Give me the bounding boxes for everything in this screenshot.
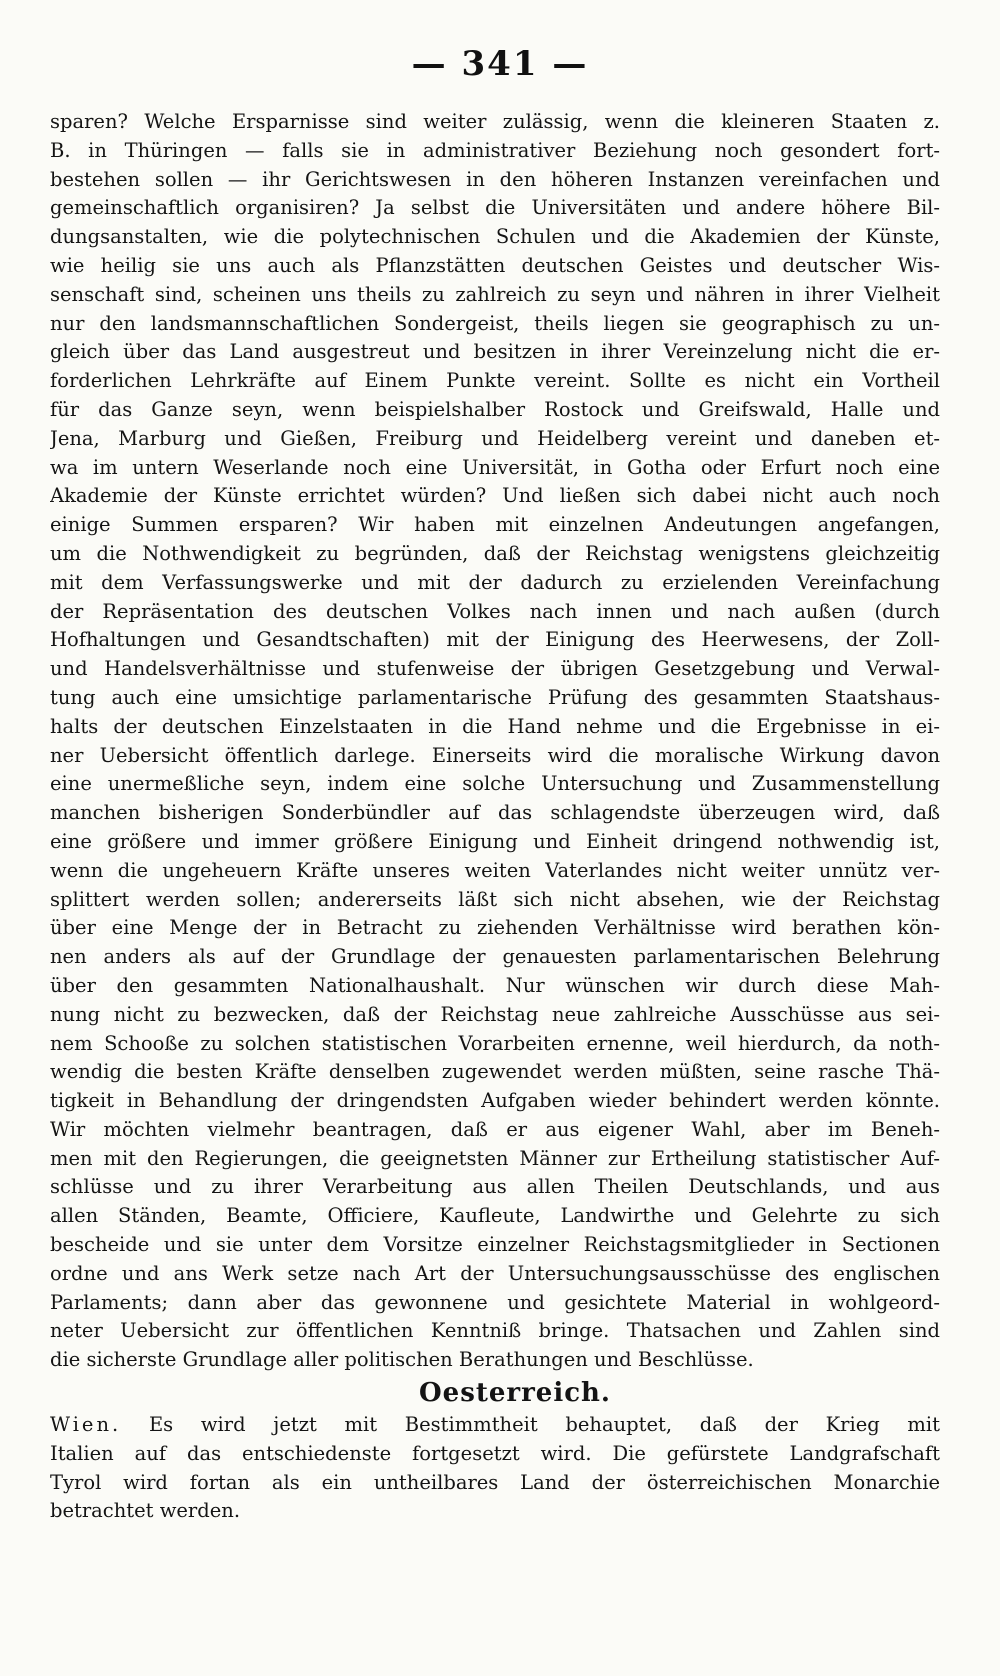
text-line: Jena, Marburg und Gießen, Freiburg und Heidelberg vereint und daneben et- — [50, 426, 940, 450]
text-line: bestehen sollen — ihr Gerichtswesen in den höheren Instanzen vereinfachen und — [50, 167, 940, 191]
text-line: forderlichen Lehrkräfte auf Einem Punkte vereint. Sollte es nicht ein Vortheil — [50, 369, 940, 393]
text-line: Akademie der Künste errichtet würden? Und ließen sich dabei nicht auch noch — [50, 484, 940, 508]
text-line: wie heilig sie uns auch als Pflanzstätten deutschen Geistes und deutscher Wis- — [50, 253, 940, 277]
page-number: — 341 — — [411, 44, 589, 84]
text-line: um die Nothwendigkeit zu begründen, daß der Reichstag wenigstens gleichzeitig — [50, 541, 940, 565]
text-line: neter Uebersicht zur öffentlichen Kenntniß bringe. Thatsachen und Zahlen sind — [50, 1319, 940, 1343]
text-line: tung auch eine umsichtige parlamentarische Prüfung des gesammten Staatshaus- — [50, 685, 940, 709]
text-line — [50, 1411, 940, 1440]
text-line: einige Summen ersparen? Wir haben mit einzelnen Andeutungen angefangen, — [50, 513, 940, 537]
text-line: die sicherste Grundlage aller politischen Berathungen und Beschlüsse. — [50, 1348, 754, 1372]
text-line: ner Uebersicht öffentlich darlege. Einerseits wird die moralische Wirkung davon — [50, 743, 940, 767]
text-line: bescheide und sie unter dem Vorsitze einzelner Reichstagsmitglieder in Sectionen — [50, 1233, 940, 1257]
text-line: Hofhaltungen und Gesandtschaften) mit der Einigung des Heerwesens, der Zoll- — [50, 628, 940, 652]
dateline-place: Wien. — [50, 1413, 122, 1437]
text-line: tigkeit in Behandlung der dringendsten Aufgaben wieder behindert werden könnte. — [50, 1089, 940, 1113]
text-line: nen anders als auf der Grundlage der genauesten parlamentarischen Belehrung — [50, 945, 940, 969]
text-line: gleich über das Land ausgestreut und besitzen in ihrer Vereinzelung nicht die er- — [50, 340, 940, 364]
dateline-text: Es wird jetzt mit Bestimmtheit behauptet, daß der Krieg mit — [148, 1413, 940, 1437]
text-line: allen Ständen, Beamte, Officiere, Kaufleute, Landwirthe und Gelehrte zu sich — [50, 1204, 940, 1228]
text-line: und Handelsverhältnisse und stufenweise der übrigen Gesetzgebung und Verwal- — [50, 657, 940, 681]
text-line: eine unermeßliche seyn, indem eine solche Untersuchung und Zusammenstellung — [50, 772, 940, 796]
text-line: wa im untern Weserlande noch eine Universität, in Gotha oder Erfurt noch eine — [50, 455, 940, 479]
text-line: nur den landsmannschaftlichen Sondergeist, theils liegen sie geographisch zu un- — [50, 311, 940, 335]
text-line: senschaft sind, scheinen uns theils zu zahlreich zu seyn und nähren in ihrer Vielheit — [50, 282, 940, 306]
text-line: nung nicht zu bezwecken, daß der Reichstag neue zahlreiche Ausschüsse aus sei- — [50, 1002, 940, 1026]
text-line: der Repräsentation des deutschen Volkes nach innen und nach außen (durch — [50, 599, 940, 623]
text-line: men mit den Regierungen, die geeignetsten Männer zur Ertheilung statistischer Auf- — [50, 1146, 940, 1170]
text-line: Parlaments; dann aber das gewonnene und gesichtete Material in wohlgeord- — [50, 1290, 940, 1314]
text-line: ordne und ans Werk setze nach Art der Untersuchungsausschüsse des englischen — [50, 1261, 940, 1285]
article-section-finance — [50, 108, 940, 1375]
text-line: halts der deutschen Einzelstaaten in die Hand nehme und die Ergebnisse in ei- — [50, 714, 940, 738]
text-line: wenn die ungeheuern Kräfte unseres weiten Vaterlandes nicht weiter unnütz ver- — [50, 858, 940, 882]
text-line: über eine Menge der in Betracht zu ziehenden Verhältnisse wird berathen kön- — [50, 916, 940, 940]
text-line: sparen? Welche Ersparnisse sind weiter zulässig, wenn die kleineren Staaten z. — [50, 110, 940, 133]
text-line: dungsanstalten, wie die polytechnischen Schulen und die Akademien der Künste, — [50, 225, 940, 249]
text-line: Wir möchten vielmehr beantragen, daß er aus eigener Wahl, aber im Beneh- — [50, 1117, 940, 1141]
text-line: B. in Thüringen — falls sie in administrativer Beziehung noch gesondert fort- — [50, 138, 940, 162]
text-line: schlüsse und zu ihrer Verarbeitung aus allen Theilen Deutschlands, und aus — [50, 1175, 940, 1199]
text-line: splittert werden sollen; andererseits läßt sich nicht absehen, wie der Reichstag — [50, 887, 940, 911]
article-body — [50, 108, 940, 1526]
text-line: mit dem Verfassungswerke und mit der dadurch zu erzielenden Vereinfachung — [50, 570, 940, 594]
text-line: manchen bisherigen Sonderbündler auf das schlagendste überzeugen wird, daß — [50, 801, 940, 825]
section-heading-oesterreich: Oesterreich. — [419, 1378, 611, 1409]
text-line: Tyrol wird fortan als ein untheilbares Land der österreichischen Monarchie — [50, 1470, 940, 1494]
text-line: Italien auf das entschiedenste fortgesetzt wird. Die gefürstete Landgrafschaft — [50, 1441, 940, 1465]
text-line: wendig die besten Kräfte denselben zugewendet werden müßten, seine rasche Thä- — [50, 1060, 940, 1084]
article-section-oesterreich — [50, 1411, 940, 1526]
text-line: für das Ganze seyn, wenn beispielshalber Rostock und Greifswald, Halle und — [50, 397, 940, 421]
text-line: eine größere und immer größere Einigung und Einheit dringend nothwendig ist, — [50, 829, 940, 853]
text-line: gemeinschaftlich organisiren? Ja selbst die Universitäten und andere höhere Bil- — [50, 196, 940, 220]
text-line: über den gesammten Nationalhaushalt. Nur wünschen wir durch diese Mah- — [50, 973, 940, 997]
text-line: nem Schooße zu solchen statistischen Vorarbeiten ernenne, weil hierdurch, da noth- — [50, 1031, 940, 1055]
text-line: betrachtet werden. — [50, 1499, 241, 1523]
